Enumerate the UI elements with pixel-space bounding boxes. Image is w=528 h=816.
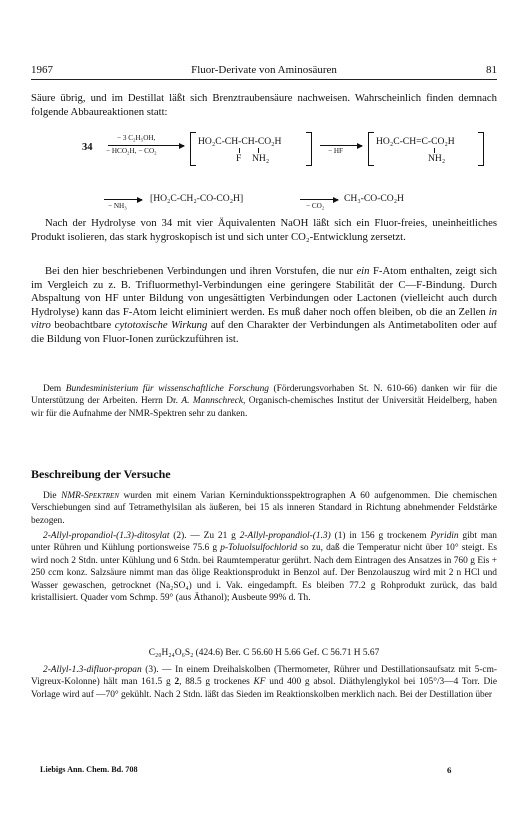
reaction-arrow-4 — [300, 199, 338, 200]
bracket-right-2 — [478, 132, 484, 166]
reaction-arrow-3 — [104, 199, 142, 200]
arrow4-label: − CO₂ — [306, 202, 325, 210]
experiment-ditosylate: 2-Allyl-propandiol-(1.3)-ditosylat (2). — Zu 21 g 2-Allyl-propandiol-(1.3) (1) in 156 g trockenem Pyridin gibt man unter Rühren und Kühlung portionsweise 75.6 g p-Toluolsulfochlorid so zu, daß die Temperatur nicht über 10° steigt. Es wird noch 2 Stdn. unter Kühlung und 6 Stdn. bei Raumtemperatur gerührt. Nach dem Eintragen des Ansatzes in 760 g Eis + 250 ccm konz. Salzsäure nimmt man das ölige Reaktionsprodukt in Benzol auf. Der Benzolauszug wird mit 2 n HCl und Wasser gewaschen, getrocknet (Na₂SO₄) und i. Vak. eingedampft. Es bleiben 77.2 g Rohprodukt zurück, das bald kristallisiert. Quader vom Schmp. 59° (aus Äthanol); Ausbeute 99% d. Th. — [31, 531, 497, 604]
footer-sheet-number: 6 — [447, 765, 452, 775]
footer-journal: Liebigs Ann. Chem. Bd. 708 — [40, 765, 138, 774]
experiment-difluoropropane: 2-Allyl-1.3-difluor-propan (3). — In einem Dreihalskolben (Thermometer, Rührer und Destillationsaufsatz mit 5-cm-Vigreux-Kolonne) hält man 161.5 g 2, 88.5 g trockenes KF und 400 g absol. Diäthylenglykol bei 105°/3—4 Torr. Die Vorlage wird auf —70° gekühlt. Nach 2 Stdn. läßt das Sieden im Reaktionskolben merklich nach. Bei der Destillation über — [31, 665, 498, 700]
reaction-scheme-row2 — [0, 192, 528, 212]
running-header — [31, 64, 497, 78]
intermediate1-f: F — [236, 153, 242, 164]
bracket-left-2 — [368, 132, 374, 166]
scheme-compound-number: 34 — [82, 142, 93, 153]
header-page-number: 81 — [486, 64, 497, 76]
reaction-arrow-1 — [108, 145, 184, 146]
arrow2-label: − HF — [328, 147, 344, 155]
bracket-right-1 — [306, 132, 312, 166]
bracket-left-1 — [190, 132, 196, 166]
intermediate1-formula: HO₂C-CH-CH-CO₂H — [198, 136, 282, 147]
header-rule — [31, 79, 497, 80]
intermediate2-nh2: NH₂ — [428, 153, 446, 164]
product-formula: CH₃-CO-CO₂H — [344, 193, 404, 204]
intermediate2-formula: HO₂C-CH=C-CO₂H — [376, 136, 455, 147]
reaction-arrow-2 — [320, 145, 362, 146]
section-title: Beschreibung der Versuche — [31, 467, 171, 481]
intermediate3-formula: [HO₂C-CH₂-CO-CO₂H] — [150, 193, 244, 204]
intermediate1-nh2: NH₂ — [252, 153, 270, 164]
nmr-paragraph: Die NMR-Spektren wurden mit einem Varian Kerninduktionsspektrographen A 60 aufgenommen. Die chemischen Verschiebungen sind auf Tetramethylsilan als äußeren, bei 15 als inneren Standard in Richtung abnehmender Feldstärke bezogen. — [31, 491, 497, 526]
acknowledgement: Dem Bundesministerium für wissenschaftliche Forschung (Förderungsvorhaben St. N. 610-66) danken wir für die Unterstützung der Arbeiten. Herrn Dr. A. Mannschreck, Organisch-chemisches Institut der Universität Heidelberg, haben wir für die Aufnahme der NMR-Spektren sehr zu danken. — [31, 384, 497, 419]
reaction-scheme-row1 — [0, 134, 528, 174]
arrow1-label-above: − 3 C₂H₅OH, — [117, 134, 156, 142]
intro-paragraph: Säure übrig, und im Destillat läßt sich Brenztraubensäure nachweisen. Wahrscheinlich finden demnach folgende Abbaureaktionen statt: — [31, 92, 497, 118]
elemental-analysis: C₂₀H₂₄O₆S₂ (424.6) Ber. C 56.60 H 5.66 Gef. C 56.71 H 5.67 — [148, 648, 380, 658]
header-title: Fluor-Derivate von Aminosäuren — [191, 64, 337, 76]
arrow3-label: − NH₃ — [108, 202, 127, 210]
header-year: 1967 — [31, 64, 53, 76]
paragraph-hydrolysis: Nach der Hydrolyse von 34 mit vier Äquivalenten NaOH läßt sich ein Fluor-freies, uneinheitliches Produkt isolieren, das stark hygroskopisch ist und sich unter CO₂-Entwicklung zersetzt. — [31, 217, 497, 243]
paragraph-stability: Bei den hier beschriebenen Verbindungen und ihren Vorstufen, die nur ein F-Atom enthalten, zeigt sich im Vergleich zu z. B. Trifluormethyl-Verbindungen eine geringere Stabilität der C—F-Bindung. Durch Abspaltung von HF unter Bildung von ungesättigten Verbindungen oder Lactonen (vielleicht auch durch Hydrolyse) kann das F-Atom leicht eliminiert werden. Es muß daher noch offen bleiben, ob die an Zellen in vitro beobachtbare cytotoxische Wirkung auf den Charakter der Verbindungen als Antimetaboliten oder auf die Bildung von Fluor-Ionen zurückzuführen ist. — [31, 265, 497, 345]
arrow1-label-below: − HCO₂H, − CO₂ — [106, 147, 157, 155]
